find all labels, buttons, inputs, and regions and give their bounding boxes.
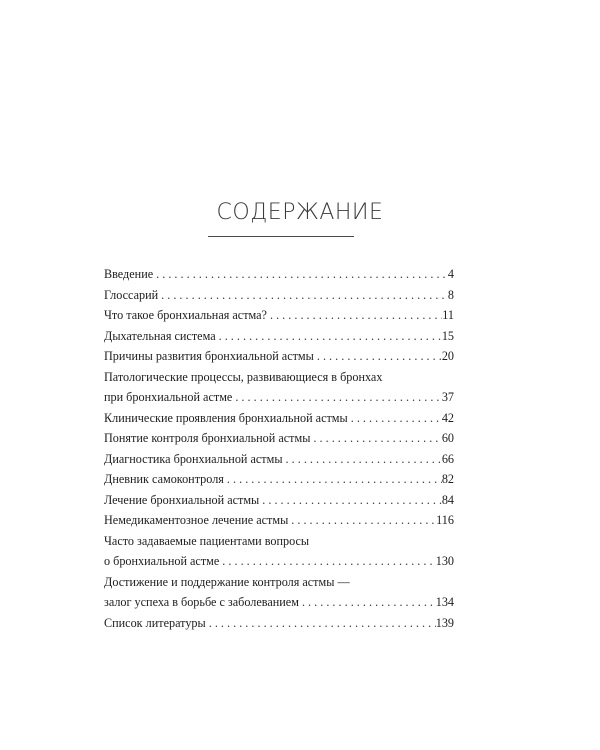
toc-entry-page-number: 134 [435, 595, 454, 609]
toc-entry-page-number: 11 [442, 308, 454, 322]
dot-leader [259, 490, 442, 511]
toc-entry-title: при бронхиальной астме [104, 390, 233, 404]
dot-leader [219, 551, 435, 572]
toc-entry [104, 613, 454, 634]
toc-entry-page-number: 37 [441, 390, 454, 404]
toc-entry [104, 326, 454, 347]
toc-entry-title: Клинические проявления бронхиальной астмы [104, 410, 348, 425]
toc-entry [104, 408, 454, 429]
toc-entry-page-number: 130 [435, 554, 454, 568]
dot-leader [232, 387, 441, 408]
toc-entry [104, 490, 454, 511]
toc-entry [104, 469, 454, 490]
toc-entry [104, 264, 454, 285]
toc-entry [104, 428, 454, 449]
toc-entry-title-line: Достижение и поддержание контроля астмы — [104, 574, 350, 589]
toc-entry-page-number: 82 [441, 472, 454, 486]
toc-entry-title: Понятие контроля бронхиальной астмы [104, 431, 311, 445]
toc-entry-title: Диагностика бронхиальной астмы [104, 451, 283, 466]
toc-entry-line [104, 264, 454, 285]
toc-entry-page-number: 15 [441, 328, 454, 343]
toc-entry-title: Глоссарий [104, 287, 159, 302]
toc-entry-page-number: 42 [441, 410, 454, 425]
toc-entry-page-number: 60 [441, 431, 454, 445]
toc-entry-page-number: 4 [447, 267, 454, 281]
dot-leader [216, 326, 442, 347]
toc-entry [104, 531, 454, 572]
dot-leader [314, 346, 442, 367]
toc-entry [104, 285, 454, 306]
dot-leader [310, 428, 441, 449]
dot-leader [206, 613, 436, 634]
dot-leader [283, 449, 442, 470]
toc-entry-title-line: Часто задаваемые пациентами вопросы [104, 533, 310, 548]
toc-entry-title: Что такое бронхиальная астма? [104, 308, 267, 322]
dot-leader [224, 469, 442, 490]
dot-leader [267, 305, 442, 326]
toc-entry-title: о бронхиальной астме [104, 554, 220, 568]
dot-leader [288, 510, 436, 531]
dot-leader [153, 264, 448, 285]
title-underline [208, 236, 354, 237]
toc-entry [104, 449, 454, 470]
toc-entry [104, 346, 454, 367]
toc-entry-line [104, 469, 454, 490]
toc-entry-line [104, 449, 454, 470]
toc-entry-page-number: 116 [436, 513, 454, 527]
toc-entry-title: Дыхательная система [104, 328, 216, 343]
toc-entry-line [104, 592, 454, 613]
toc-entry-page-number: 8 [447, 287, 454, 302]
toc-entry-line [104, 346, 454, 367]
toc-entry-title: Лечение бронхиальной астмы [104, 492, 260, 507]
toc-entry-title: Причины развития бронхиальной астмы [104, 349, 314, 363]
toc-entry [104, 510, 454, 531]
toc-entry-line [104, 613, 454, 634]
toc-entry-page-number: 20 [441, 349, 454, 363]
toc-entry-page-number: 139 [435, 615, 454, 630]
toc-entry-title: Список литературы [104, 615, 206, 630]
toc-entry-title: Немедикаментозное лечение астмы [104, 513, 289, 527]
dot-leader [158, 285, 448, 306]
toc-entry-line [104, 408, 454, 429]
toc-entry-title: Введение [104, 267, 154, 281]
toc-entry-title-line: Патологические процессы, развивающиеся в бронхах [104, 369, 383, 384]
toc-entry-line [104, 326, 454, 347]
toc-entry-title: залог успеха в борьбе с заболеванием [104, 595, 299, 609]
toc-entry-line [104, 510, 454, 531]
table-of-contents [104, 264, 454, 633]
toc-entry-title: Дневник самоконтроля [104, 472, 224, 486]
toc-entry-page-number: 66 [441, 451, 454, 466]
dot-leader [299, 592, 436, 613]
toc-entry-line [104, 305, 454, 326]
toc-entry [104, 572, 454, 613]
toc-entry [104, 367, 454, 408]
toc-entry [104, 305, 454, 326]
page-title: СОДЕРЖАНИЕ [216, 200, 384, 225]
toc-entry-line [104, 490, 454, 511]
toc-entry-line [104, 285, 454, 306]
toc-entry-line [104, 428, 454, 449]
toc-entry-line [104, 387, 454, 408]
dot-leader [348, 408, 442, 429]
toc-entry-line [104, 551, 454, 572]
toc-entry-page-number: 84 [441, 492, 454, 507]
